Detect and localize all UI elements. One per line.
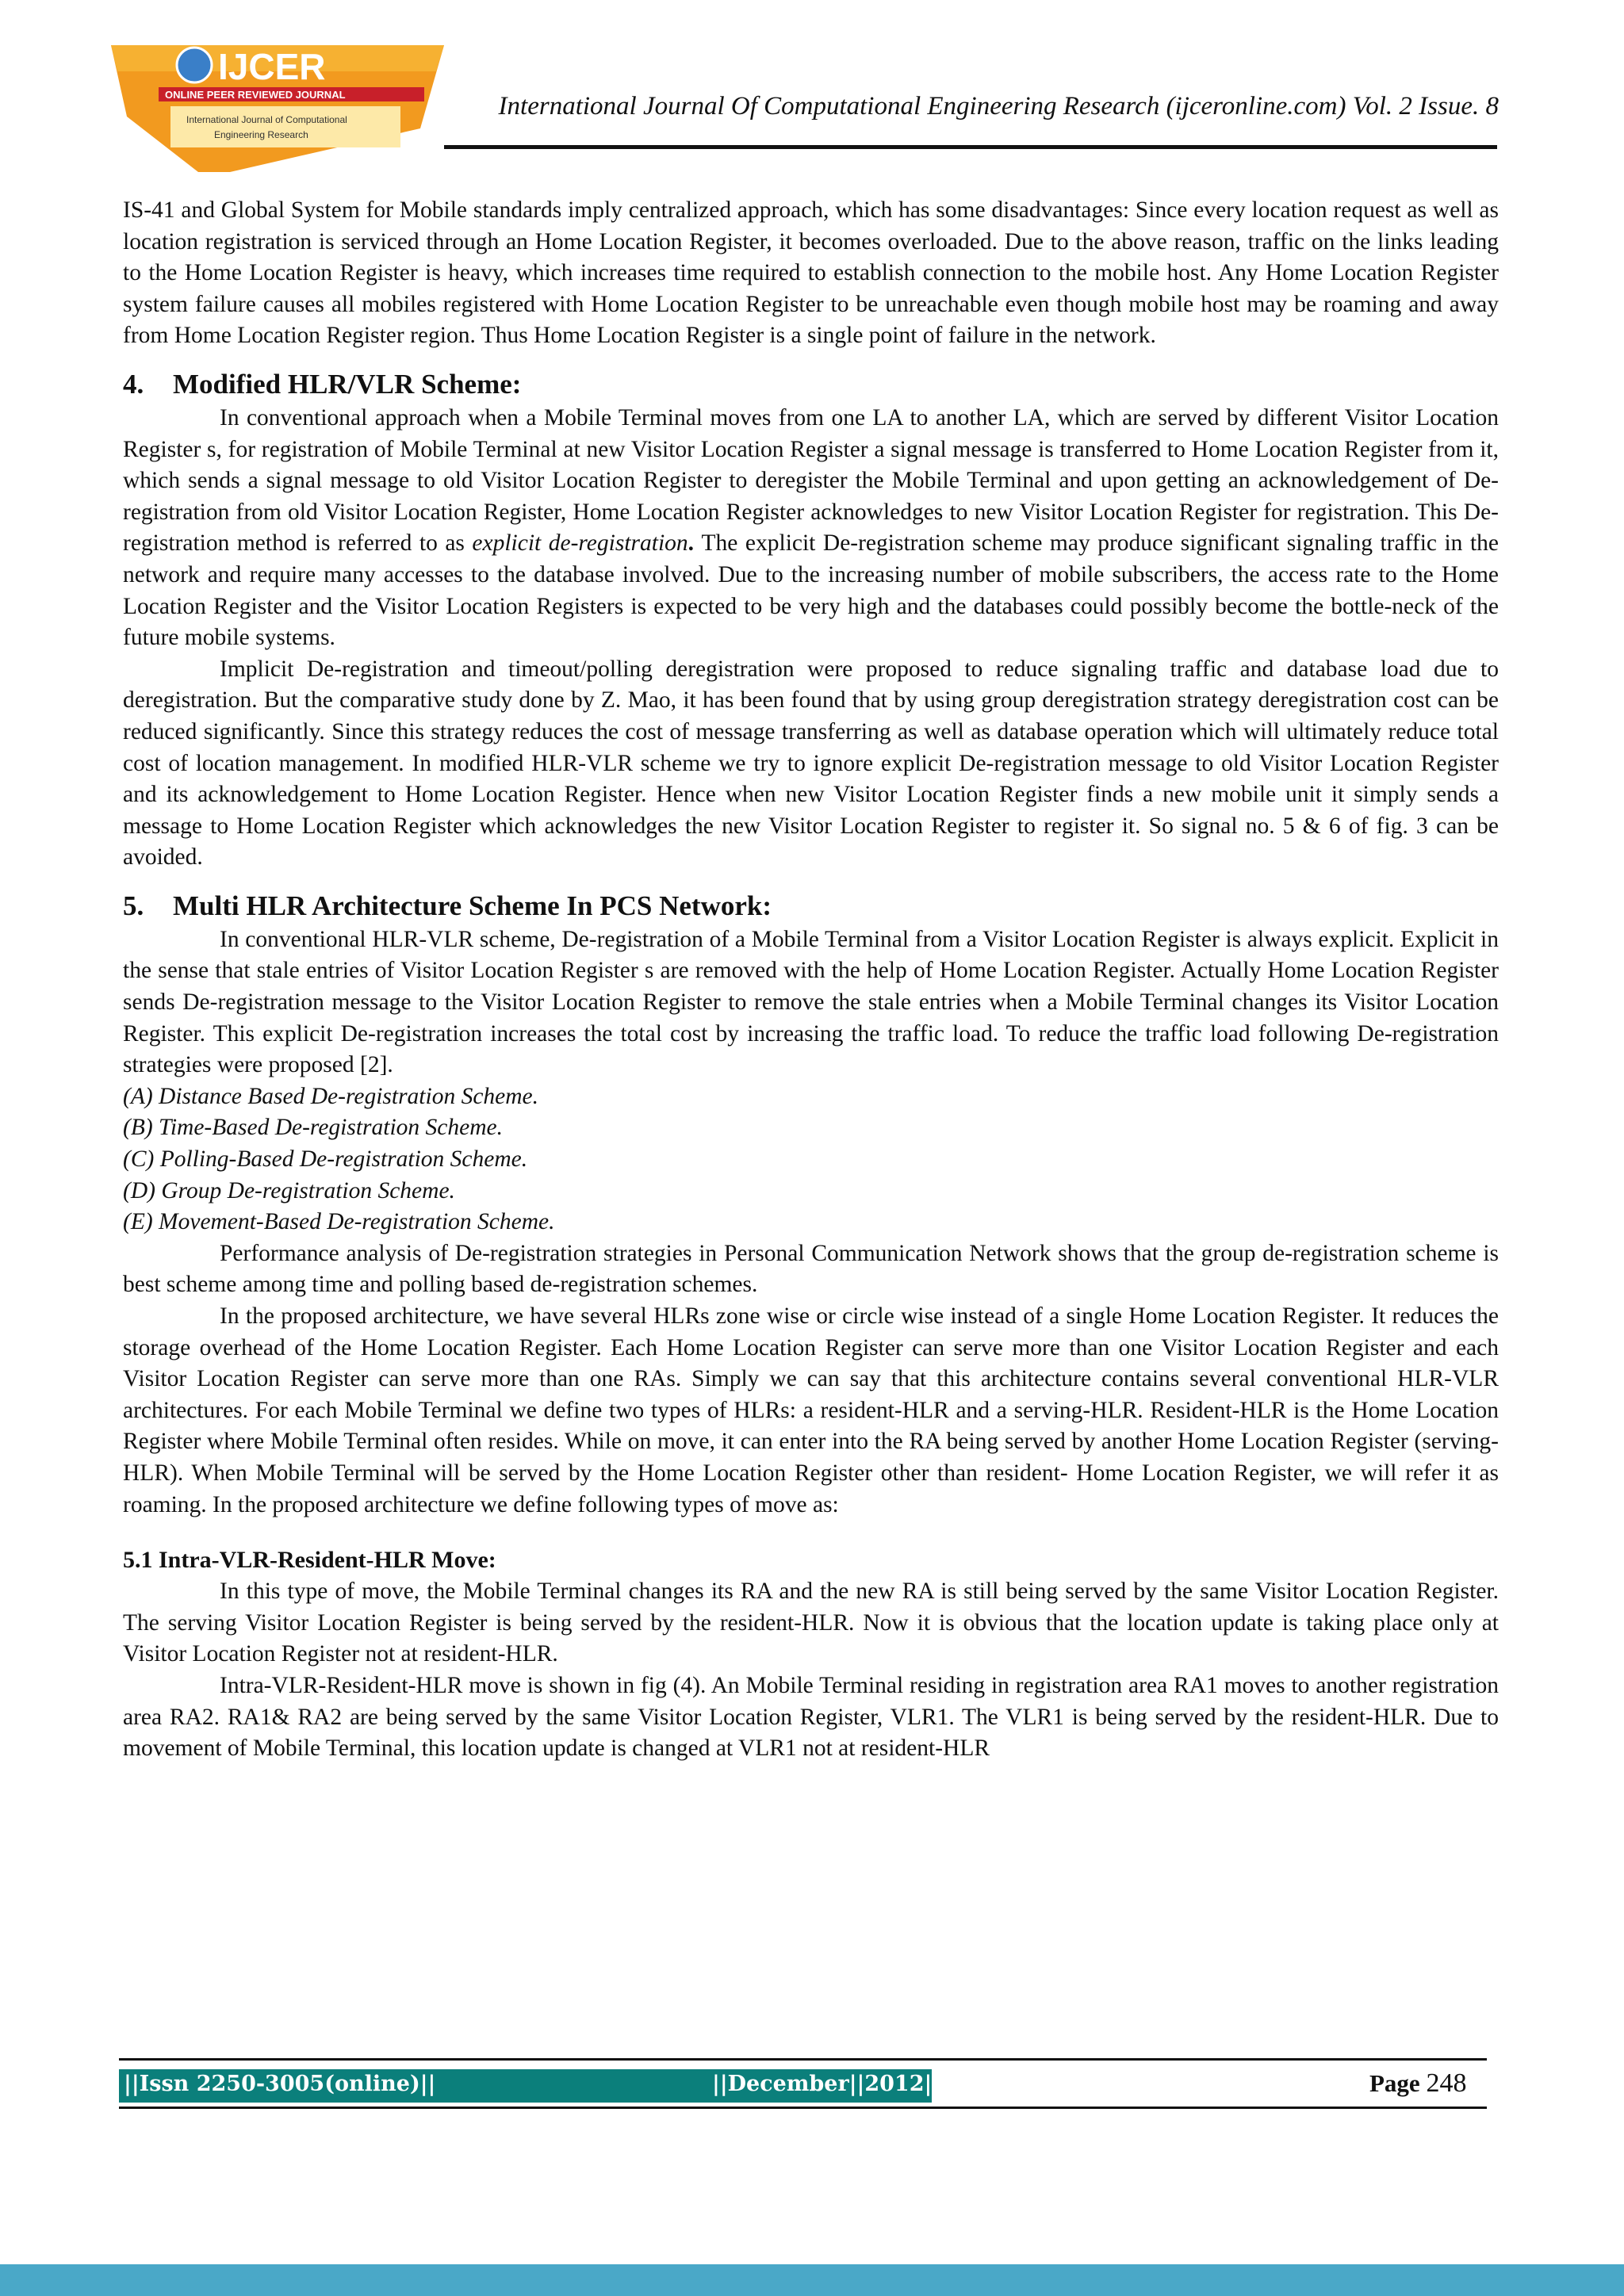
section-4-paragraph-2: Implicit De-registration and timeout/polling deregistration were proposed to reduce signaling traffic and database load due to deregistration. But the comparative study done by Z. Mao, it has been found that by using group deregistration strategy deregistration cost can be reduced significantly. Since this strategy reduces the cost of message transferring as well as database operation which will ultimately reduce total cost of location management. In modified HLR-VLR scheme we try to ignore explicit De-registration message to old Visitor Location Register and its acknowledgement to Home Location Register. Hence when new Visitor Location Register finds a new mobile unit it simply sends a message to Home Location Register which acknowledges the new Visitor Location Register to register it. So signal no. 5 & 6 of fig. 3 can be avoided. [123, 656, 1499, 871]
section-4-number: 4. [123, 368, 144, 400]
section-4-paragraph-1: In conventional approach when a Mobile Terminal moves from one LA to another LA, which are served by different Visitor Location Register s, for registration of Mobile Terminal at new Visitor Location Register a signal message is transferred to Home Location Register from it, which sends a signal message to old Visitor Location Register to deregister the Mobile Terminal and upon getting an acknowledgement of De-registration from old Visitor Location Register, Home Location Register acknowledges to new Visitor Location Register for registration. This De-registration method is referred to as explicit de-registration. The explicit De-registration scheme may produce significant signaling traffic in the network and require many accesses to the database involved. Due to the increasing number of mobile subscribers, the access rate to the Home Location Register and the Visitor Location Registers is expected to be very high and the databases could possibly become the bottle-neck of the future mobile systems. [123, 404, 1499, 651]
list-item: (C) Polling-Based De-registration Scheme. [123, 1146, 528, 1173]
list-item: (A) Distance Based De-registration Scheme. [123, 1083, 539, 1109]
page-number: 248 [1426, 2068, 1467, 2098]
footer-page [1369, 2068, 1466, 2099]
list-item: (E) Movement-Based De-registration Scheme. [123, 1209, 555, 1235]
intro-paragraph: IS-41 and Global System for Mobile standards imply centralized approach, which has some disadvantages: Since every location request as well as location registration is serviced through an Home Location Register, it becomes overloaded. Due to the above reason, traffic on the links leading to the Home Location Register is heavy, which increases time required to establish connection to the mobile host. Any Home Location Register system failure causes all mobiles registered with Home Location Register to be unreachable even though mobile host may be roaming and away from Home Location Register region. Thus Home Location Register is a single point of failure in the network. [123, 197, 1499, 349]
section-5-paragraph-3: In the proposed architecture, we have several HLRs zone wise or circle wise instead of a single Home Location Register. It reduces the storage overhead of the Home Location Register. Each Home Location Register can serve more than one Visitor Location Register and each Visitor Location Register can serve more than one RAs. Simply we can say that this architecture contains several conventional HLR-VLR architectures. For each Mobile Terminal we define two types of HLRs: a resident-HLR and a serving-HLR. Resident-HLR is the Home Location Register where Mobile Terminal often resides. While on move, it can enter into the RA being served by another Home Location Register (serving-HLR). When Mobile Terminal will be served by the Home Location Register other than resident- Home Location Register, we will refer it as roaming. In the proposed architecture we define following types of move as: [123, 1303, 1499, 1517]
section-5-heading [123, 888, 1499, 924]
section-4-title: Modified HLR/VLR Scheme: [173, 368, 522, 400]
header-rule [444, 145, 1497, 149]
s4-p1-text-b: The explicit De-registration scheme may produce significant signaling traffic in the network and require many accesses to the database involved. Due to the increasing number of mobile subscribers, the access rate to the Home Location Register and the Visitor Location Registers is expected to be very high and the databases could possibly become the bottle-neck of the future mobile systems. [123, 530, 1499, 651]
ijcer-logo [111, 41, 444, 172]
subsection-5-1-paragraph-2: Intra-VLR-Resident-HLR move is shown in fig (4). An Mobile Terminal residing in registration area RA1 moves to another registration area RA2. RA1& RA2 are being served by the same Visitor Location Register, VLR1. The VLR1 is being served by the resident-HLR. Due to movement of Mobile Terminal, this location update is changed at VLR1 not at resident-HLR [123, 1672, 1499, 1762]
footer-top-rule [119, 2058, 1487, 2061]
bottom-band [0, 2264, 1624, 2296]
section-5-title: Multi HLR Architecture Scheme In PCS Network: [173, 890, 772, 921]
journal-title: International Journal Of Computational Engineering Research (ijceronline.com) Vol. 2 Issue. 8 [498, 92, 1499, 121]
s4-p1-text-a: In conventional approach when a Mobile Terminal moves from one LA to another LA, which are served by different Visitor Location Register s, for registration of Mobile Terminal at new Visitor Location Register a signal message is transferred to Home Location Register from it, which sends a signal message to old Visitor Location Register to deregister the Mobile Terminal and upon getting an acknowledgement of De-registration from old Visitor Location Register, Home Location Register acknowledges to new Visitor Location Register for registration. This De-registration method is referred to as [123, 404, 1499, 557]
section-5-paragraph-2: Performance analysis of De-registration strategies in Personal Communication Network shows that the group de-registration scheme is best scheme among time and polling based de-registration schemes. [123, 1240, 1499, 1298]
list-item: (B) Time-Based De-registration Scheme. [123, 1115, 503, 1141]
logo-subtitle-1: International Journal of Computational [186, 114, 347, 125]
footer-issn: ||Issn 2250-3005(online)|| [124, 2072, 436, 2096]
logo-text: IJCER [218, 46, 326, 87]
logo-tagline: ONLINE PEER REVIEWED JOURNAL [165, 89, 346, 101]
logo-subtitle-2: Engineering Research [214, 129, 308, 140]
list-item: (D) Group De-registration Scheme. [123, 1177, 455, 1203]
section-5-number: 5. [123, 890, 144, 921]
footer-date: ||December||2012|| [712, 2072, 940, 2096]
section-4-heading [123, 366, 1499, 403]
article-body [123, 195, 1499, 1765]
subsection-5-1-heading: 5.1 Intra-VLR-Resident-HLR Move: [123, 1547, 496, 1574]
s4-p1-emphasis: explicit de-registration [472, 530, 688, 557]
section-5-paragraph-1: In conventional HLR-VLR scheme, De-registration of a Mobile Terminal from a Visitor Location Register is always explicit. Explicit in the sense that stale entries of Visitor Location Register s are removed with the help of Home Location Register. Actually Home Location Register sends De-registration message to the Visitor Location Register to remove the stale entries when a Mobile Terminal changes its Visitor Location Register. This explicit De-registration increases the total cost by increasing the traffic load. To reduce the traffic load following De-registration strategies were proposed [2]. [123, 926, 1499, 1078]
subsection-5-1-paragraph-1: In this type of move, the Mobile Terminal changes its RA and the new RA is still being served by the same Visitor Location Register. The serving Visitor Location Register is being served by the resident-HLR. Now it is obvious that the location update is taking place only at Visitor Location Register not at resident-HLR. [123, 1578, 1499, 1667]
footer-bottom-rule [119, 2107, 1487, 2109]
globe-icon [177, 48, 212, 82]
page-label: Page [1369, 2069, 1420, 2097]
